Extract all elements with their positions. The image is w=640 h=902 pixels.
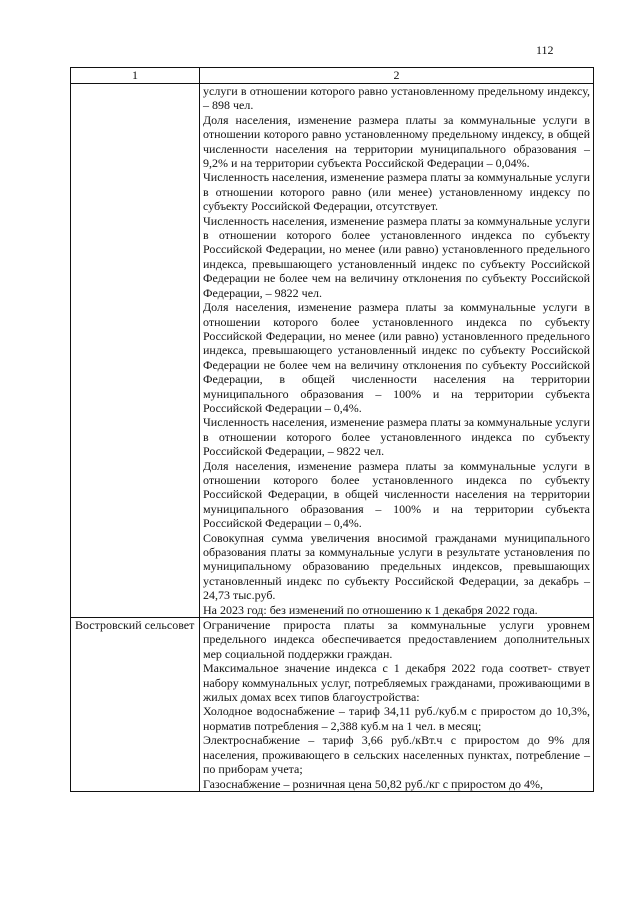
table-row [71,84,594,618]
page-number: 112 [536,43,554,57]
column-header-1: 1 [71,68,200,84]
municipality-cell [71,84,200,618]
table-row [71,618,594,792]
paragraph: услуги в отношении которого равно установленному предельному индексу, – 898 чел. [203,84,590,113]
paragraph: Совокупная сумма увеличения вносимой гражданами муниципального образования платы за коммунальные услуги в результате установления по муниципальному образованию предельных индексов, превышающих установленный индекс по субъекту Российской Федерации, за декабрь – 24,73 тыс.руб. [203,530,590,603]
table-header-row [71,68,594,84]
paragraph: Численность населения, изменение размера платы за коммунальные услуги в отношении которого более установленного индекса по субъекту Российской Федерации, но менее (или равно) установленного предельного индекса, превышающего установленный индекс по субъекту Российской Федерации не более чем на величину отклонения по субъекту Российской Федерации, – 9822 чел. [203,213,591,300]
paragraph: Доля населения, изменение размера платы за коммунальные услуги в отношении которого более установленного индекса по субъекту Российской Федерации, в общей численности населения на территории муниципального образования – 100% и на территории субъекта Российской Федерации – 0,4%. [203,458,590,531]
paragraph: Ограничение прироста платы за коммунальные услуги уровнем предельного индекса обеспечивается предоставлением дополнительных мер социальной поддержки граждан. [203,618,590,661]
paragraph: Максимальное значение индекса с 1 декабря 2022 года соответ- ствует набору коммунальных услуг, потребляемых гражданами, проживающими в жилых домах всех типов благоустройства: [203,661,590,705]
paragraph: Электроснабжение – тариф 3,66 руб./кВт.ч с приростом до 9% для населения, проживающего в сельских населенных пунктах, потребление – по приборам учета; [203,733,590,777]
paragraph: Численность населения, изменение размера платы за коммунальные услуги в отношении которого более установленного индекса по субъекту Российской Федерации, – 9822 чел. [203,415,591,459]
paragraph: Доля населения, изменение размера платы за коммунальные услуги в отношении которого равно установленному предельному индексу, в общей численности населения на территории муниципального образования – 9,2% и на территории субъекта Российской Федерации – 0,04%. [203,112,590,171]
paragraph: Численность населения, изменение размера платы за коммунальные услуги в отношении которого равно (или менее) установленному индексу по субъекту Российской Федерации, отсутствует. [203,170,591,214]
column-header-2: 2 [200,68,594,84]
data-table [70,67,594,792]
paragraph: На 2023 год: без изменений по отношению к 1 декабря 2022 года. [203,602,538,617]
paragraph: Доля населения, изменение размера платы за коммунальные услуги в отношении которого более установленного индекса по субъекту Российской Федерации, но менее (или равно) установленного предельного индекса, превышающего установленный индекс по субъекту Российской Федерации не более чем на величину отклонения по субъекту Российской Федерации, в общей численности населения на территории муниципального образования – 100% и на территории субъекта Российской Федерации – 0,4%. [203,300,590,415]
paragraph: Холодное водоснабжение – тариф 34,11 руб./куб.м с приростом до 10,3%, норматив потребления – 2,388 куб.м на 1 чел. в месяц; [203,704,590,733]
paragraph: Газоснабжение – розничная цена 50,82 руб./кг с приростом до 4%, [203,776,544,791]
description-cell [200,84,594,618]
municipality-cell: Востровский сельсовет [71,618,200,792]
description-cell [200,618,594,792]
